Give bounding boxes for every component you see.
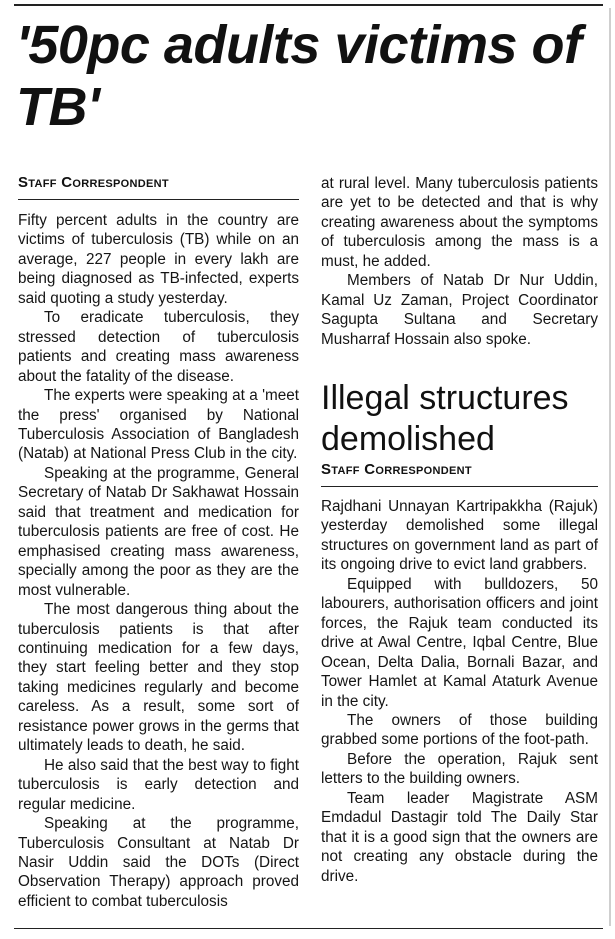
article2-headline: Illegal structures demolished: [321, 379, 569, 458]
article1-paragraph: The most dangerous thing about the tuberculosis patients is that after continuing medication for a few days, they start feeling better and they stop taking medicines regularly and become careless. As a result, some sort of resistance power grows in the germs that ultimately leads to death, he said.: [18, 601, 299, 755]
article1-column-left: [18, 211, 299, 911]
article1-byline: Staff Correspondent: [18, 174, 169, 191]
top-rule: [14, 4, 603, 6]
article2-body: [321, 497, 598, 886]
article1-byline-rule: [18, 199, 299, 200]
article1-paragraph: To eradicate tuberculosis, they stressed detection of tuberculosis patients and creating mass awareness about the fatality of the disease.: [18, 309, 299, 385]
article2-byline-rule: [321, 486, 598, 487]
article2-paragraph: Team leader Magistrate ASM Emdadul Dastagir told The Daily Star that it is a good sign that the owners are not creating any obstacle during the drive.: [321, 789, 598, 885]
article2-paragraph: The owners of those building grabbed some portions of the foot-path.: [321, 711, 598, 749]
bottom-rule: [14, 928, 603, 929]
article1-paragraph: Speaking at the programme, Tuberculosis Consultant at Natab Dr Nasir Uddin said the DOTs (Direct Observation Therapy) approach proved efficient to combat tuberculosis: [18, 815, 299, 910]
article2-paragraph: Before the operation, Rajuk sent letters to the building owners.: [321, 750, 598, 788]
article2-paragraph: Equipped with bulldozers, 50 labourers, authorisation officers and joint forces, the Rajuk team conducted its drive at Awal Centre, Iqbal Centre, Blue Ocean, Delta Dalia, Bornali Bazar, and Tower Hamlet at Kamal Ataturk Avenue in the city.: [321, 575, 598, 710]
article1-paragraph: He also said that the best way to fight tuberculosis is early detection and regular medicine.: [18, 756, 299, 813]
article1-column-right: [321, 174, 598, 349]
article1-paragraph: Fifty percent adults in the country are victims of tuberculosis (TB) while on an average, 227 people in every lakh are being diagnosed as TB-infected, experts said quoting a study yesterday.: [18, 212, 299, 307]
article1-paragraph: Speaking at the programme, General Secretary of Natab Dr Sakhawat Hossain said that treatment and medication for tuberculosis patients are free of cost. He emphasised creating mass awareness, specially among the poor as they are the most vulnerable.: [18, 464, 299, 599]
article1-headline: '50pc adults victims of TB': [16, 15, 582, 137]
article2-byline: Staff Correspondent: [321, 461, 472, 478]
article1-paragraph: Members of Natab Dr Nur Uddin, Kamal Uz Zaman, Project Coordinator Sagupta Sultana and Secretary Musharraf Hossain also spoke.: [321, 272, 598, 348]
article2-paragraph: Rajdhani Unnayan Kartripakkha (Rajuk) yesterday demolished some illegal structures on government land as part of its ongoing drive to evict land grabbers.: [321, 498, 598, 574]
page-edge: [609, 8, 611, 926]
article1-paragraph: at rural level. Many tuberculosis patients are yet to be detected and that is why creating awareness about the symptoms of tuberculosis among the mass is a must, he added.: [321, 175, 598, 270]
article1-paragraph: The experts were speaking at a 'meet the press' organised by National Tuberculosis Association of Bangladesh (Natab) at National Press Club in the city.: [18, 387, 299, 463]
